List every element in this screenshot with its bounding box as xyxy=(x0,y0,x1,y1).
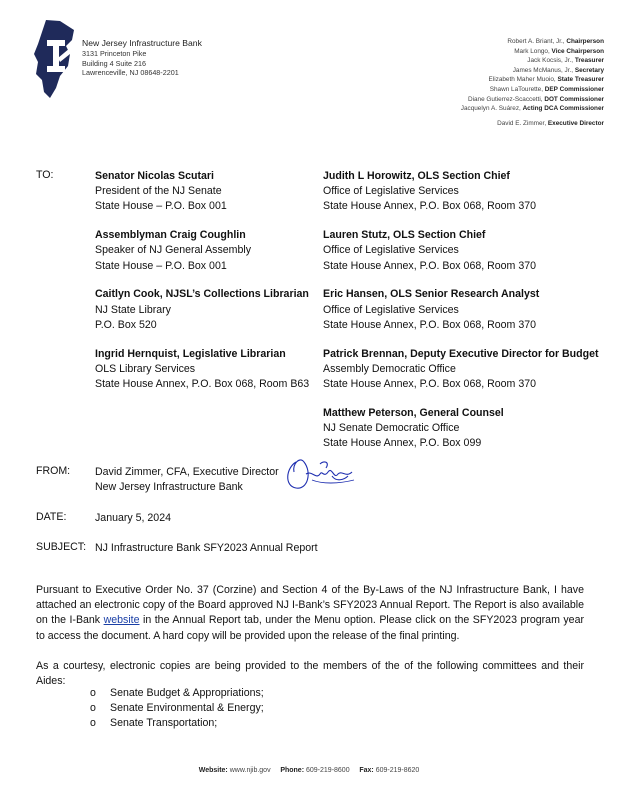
list-item: o Senate Transportation; xyxy=(90,717,218,730)
board-member: Jacquelyn A. Suárez, Acting DCA Commissioner xyxy=(460,105,604,113)
board-member: Diane Gutierrez-Scaccetti, DOT Commissioner xyxy=(467,95,604,103)
subject-value: NJ Infrastructure Bank SFY2023 Annual Report xyxy=(95,542,318,554)
recipient: Senator Nicolas Scutari President of the NJ Senate State House – P.O. Box 001 xyxy=(95,170,227,213)
body-paragraph: Pursuant to Executive Order No. 37 (Corzine) and Section 4 of the By-Laws of the NJ Infrastructure Bank, I have attached an electronic copy of the Board approved NJ I-Bank’s SFY2023 Annual Report. The Report is also available on the I-Bank website in the Annual Report tab, under the Menu option. Please click on the SFY2023 program year to access the document. A hard copy will be provided upon the release of the final printing. xyxy=(36,584,584,642)
signature-image xyxy=(282,450,362,498)
address-line: 3131 Princeton Pike xyxy=(82,49,147,58)
board-member: Jack Kocsis, Jr., Treasurer xyxy=(527,57,604,65)
recipient: Patrick Brennan, Deputy Executive Director for Budget Assembly Democratic Office State House Annex, P.O. Box 068, Room 370 xyxy=(323,347,599,391)
recipients-right xyxy=(323,169,613,465)
from-block xyxy=(95,465,279,495)
list-item: o Senate Budget & Appropriations; xyxy=(90,687,264,699)
list-item: o Senate Environmental & Energy; xyxy=(90,702,264,715)
recipients-left xyxy=(95,169,315,406)
committee-list xyxy=(90,686,264,732)
footer-contact: Website: www.njib.gov Phone: 609-219-8600 Fax: 609-219-8620 xyxy=(198,767,420,774)
date-label: DATE: xyxy=(36,511,67,523)
bank-name: New Jersey Infrastructure Bank xyxy=(82,38,202,48)
board-member: James McManus, Jr., Secretary xyxy=(512,66,604,74)
address-line: Building 4 Suite 216 xyxy=(82,58,146,68)
recipient: Assemblyman Craig Coughlin Speaker of NJ General Assembly State House – P.O. Box 001 xyxy=(95,229,252,272)
recipient: Caitlyn Cook, NJSL’s Collections Librarian NJ State Library P.O. Box 520 xyxy=(95,288,309,331)
recipient: Matthew Peterson, General Counsel NJ Senate Democratic Office State House Annex, P.O. Box 099 xyxy=(323,406,504,450)
board-member: Robert A. Briant, Jr., Chairperson xyxy=(507,38,604,45)
to-label: TO: xyxy=(36,169,54,181)
board-members xyxy=(461,37,604,128)
board-member: Elizabeth Maher Muoio, State Treasurer xyxy=(488,76,604,84)
executive-director: David E. Zimmer, Executive Director xyxy=(497,119,604,127)
recipient: Judith L Horowitz, OLS Section Chief Office of Legislative Services State House Annex, P.O. Box 068, Room 370 xyxy=(323,170,536,213)
board-member: Shawn LaTourette, DEP Commissioner xyxy=(489,85,604,93)
letterhead-address xyxy=(82,38,202,78)
website-link[interactable]: website xyxy=(103,614,140,627)
recipient: Ingrid Hernquist, Legislative Librarian OLS Library Services State House Annex, P.O. Box 068, Room B63 xyxy=(95,347,310,391)
subject-label: SUBJECT: xyxy=(36,541,87,553)
nj-state-logo xyxy=(30,18,80,100)
body-paragraph: As a courtesy, electronic copies are being provided to the members of the of the following committees and their Aides: xyxy=(36,660,584,688)
recipient: Lauren Stutz, OLS Section Chief Office of Legislative Services State House Annex, P.O. Box 068, Room 370 xyxy=(323,229,536,272)
address-line: Lawrenceville, NJ 08648-2201 xyxy=(82,68,179,78)
recipient: Eric Hansen, OLS Senior Research Analyst Office of Legislative Services State House Annex, P.O. Box 068, Room 370 xyxy=(323,288,540,331)
from-name: David Zimmer, CFA, Executive Director xyxy=(95,466,279,478)
board-member: Mark Longo, Vice Chairperson xyxy=(514,47,604,55)
date-value: January 5, 2024 xyxy=(95,512,171,524)
from-label: FROM: xyxy=(36,465,71,477)
from-org: New Jersey Infrastructure Bank xyxy=(95,481,243,494)
